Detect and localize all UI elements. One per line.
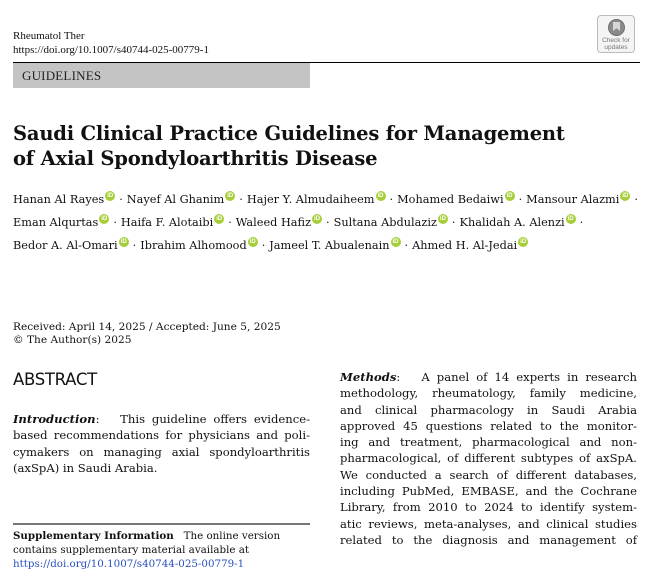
journal-name: Rheumatol Ther [13, 30, 85, 42]
methods-line: approved 45 questions related to the monitor- [340, 418, 637, 433]
orcid-icon[interactable] [248, 237, 258, 247]
abstract-methods [340, 369, 637, 548]
author-name[interactable]: Nayef Al Ghanim [126, 193, 225, 206]
author-separator: · [451, 216, 456, 229]
orcid-icon[interactable] [566, 214, 576, 224]
intro-line: based recommendations for physicians and poli- [13, 428, 310, 443]
methods-line: Library, from 2010 to 2024 to identify system- [340, 500, 637, 515]
supplementary-label: Supplementary Information [13, 530, 174, 542]
author-name[interactable]: Hajer Y. Almudaiheem [246, 193, 375, 206]
author-name[interactable]: Bedor A. Al-Omari [13, 239, 118, 252]
title-line-2: of Axial Spondyloarthritis Disease [13, 147, 378, 170]
methods-line: and clinical pharmacology in Saudi Arabia [340, 402, 637, 417]
author-name[interactable]: Mansour Alazmi [526, 193, 620, 206]
author-name[interactable]: Khalidah A. Alenzi [459, 216, 565, 229]
methods-line: atic reviews, meta-analyses, and clinical studies [340, 516, 637, 531]
author-separator: · [119, 193, 123, 206]
section-label: GUIDELINES [22, 68, 102, 83]
methods-line: ing and treatment, pharmacological and non- [340, 435, 637, 450]
intro-label: Introduction [13, 412, 96, 426]
methods-line: methodology, rheumatology, family medicine, [340, 386, 637, 401]
doi-link[interactable]: https://doi.org/10.1007/s40744-025-00779-1 [13, 44, 209, 56]
author-separator: · [326, 216, 330, 229]
author-line [13, 211, 643, 234]
orcid-icon[interactable] [312, 214, 322, 224]
orcid-icon[interactable] [505, 191, 515, 201]
intro-line: (axSpA) in Saudi Arabia. [13, 460, 158, 475]
author-separator: · [389, 193, 394, 206]
methods-line: We conducted a search of different databases, [340, 467, 637, 482]
methods-label: Methods [340, 370, 397, 384]
orcid-icon[interactable] [376, 191, 386, 201]
orcid-icon[interactable] [438, 214, 448, 224]
journal-header [13, 29, 209, 57]
received-accepted: Received: April 14, 2025 / Accepted: June 5, 2025 [13, 321, 281, 333]
author-name[interactable]: Waleed Hafiz [235, 216, 312, 229]
author-separator: · [239, 193, 243, 206]
author-name[interactable]: Mohamed Bedaiwi [397, 193, 504, 206]
article-dates [13, 321, 281, 347]
author-name[interactable]: Hanan Al Rayes [13, 193, 105, 206]
supplementary-link[interactable]: https://doi.org/10.1007/s40744-025-00779-1 [13, 558, 245, 570]
methods-line: Methods: A panel of 14 experts in research [340, 370, 637, 384]
check-for-label: Check for [602, 37, 630, 44]
orcid-icon[interactable] [518, 237, 528, 247]
orcid-icon[interactable] [225, 191, 235, 201]
author-separator: · [261, 239, 266, 252]
methods-line: related to the diagnosis and management of [340, 532, 637, 547]
orcid-icon[interactable] [214, 214, 224, 224]
author-list [13, 188, 643, 257]
author-name[interactable]: Eman Alqurtas [13, 216, 99, 229]
methods-line: pharmacological, of different subtypes of axSpA. [340, 451, 637, 466]
check-for-updates-badge[interactable] [597, 15, 635, 53]
author-separator: · [404, 239, 409, 252]
section-banner [13, 63, 310, 88]
author-separator: · [579, 216, 584, 229]
title-line-1: Saudi Clinical Practice Guidelines for Management [13, 122, 565, 145]
author-name[interactable]: Haifa F. Alotaibi [120, 216, 214, 229]
orcid-icon[interactable] [391, 237, 401, 247]
author-name[interactable]: Sultana Abdulaziz [333, 216, 437, 229]
footnote-rule [13, 523, 310, 525]
author-line [13, 234, 643, 257]
author-line [13, 188, 643, 211]
author-separator: · [113, 216, 117, 229]
abstract-introduction [13, 411, 310, 476]
article-title [13, 121, 613, 171]
abstract-heading: ABSTRACT [13, 370, 97, 389]
orcid-icon[interactable] [620, 191, 630, 201]
author-separator: · [132, 239, 137, 252]
bookmark-icon [608, 19, 625, 36]
author-separator: · [228, 216, 232, 229]
updates-label: updates [604, 44, 628, 51]
orcid-icon[interactable] [119, 237, 129, 247]
intro-line: cymakers on managing axial spondyloarthritis [13, 444, 310, 459]
orcid-icon[interactable] [105, 191, 115, 201]
intro-line: Introduction: This guideline offers evidence- [13, 412, 311, 426]
orcid-icon[interactable] [99, 214, 109, 224]
copyright: © The Author(s) 2025 [13, 334, 132, 346]
author-separator: · [518, 193, 523, 206]
methods-line: including PubMed, EMBASE, and the Cochrane [340, 484, 637, 499]
author-name[interactable]: Jameel T. Abualenain [269, 239, 390, 252]
author-name[interactable]: Ibrahim Alhomood [140, 239, 247, 252]
supplementary-info: Supplementary Information The online version contains supplementary material available at https://doi.org/10.1007/s40744-025-00779-1 [13, 529, 310, 571]
author-separator: · [634, 193, 638, 206]
author-name[interactable]: Ahmed H. Al-Jedai [412, 239, 518, 252]
